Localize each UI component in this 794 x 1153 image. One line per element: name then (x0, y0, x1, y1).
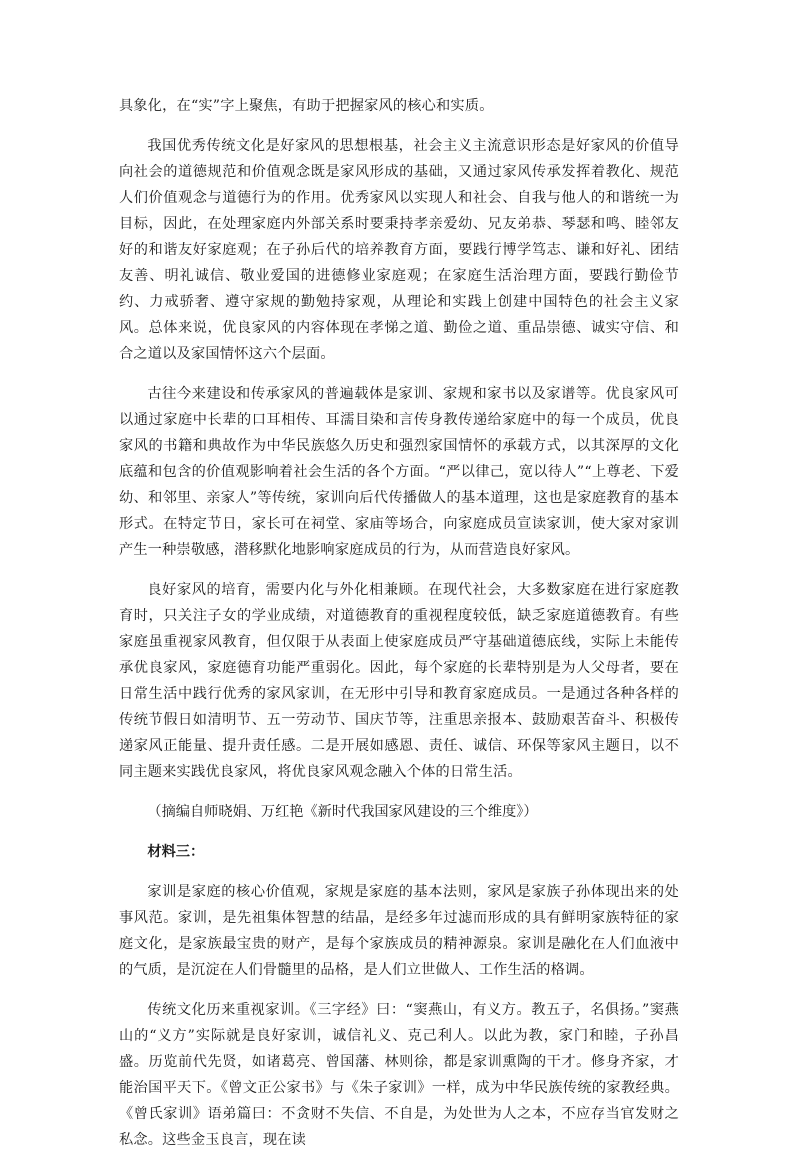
document-page (119, 93, 679, 1153)
paragraph-family-carriers: 古往今来建设和传承家风的普遍载体是家训、家规和家书以及家谱等。优良家风可以通过家庭中长辈的口耳相传、耳濡目染和言传身教传递给家庭中的每一个成员，优良家风的书籍和典故作为中华民族悠久历史和强烈家国情怀的承载方式，以其深厚的文化底蕴和包含的价值观影响着社会生活的各个方面。“严以律己，宽以待人”“上尊老、下爱幼、和邻里、亲家人”等传统，家训向后代传播做人的基本道理，这也是家庭教育的基本形式。在特定节日，家长可在祠堂、家庙等场合，向家庭成员宣读家训，使大家对家训产生一种崇敬感，潜移默化地影响家庭成员的行为，从而营造良好家风。 (119, 386, 679, 558)
section-heading-material-three: 材料三： (147, 844, 205, 861)
paragraph-continuation: 具象化，在“实”字上聚焦，有助于把握家风的核心和实质。 (119, 98, 494, 114)
paragraph-family-values: 我国优秀传统文化是好家风的思想根基，社会主义主流意识形态是好家风的价值导向社会的道德规范和价值观念既是家风形成的基础，又通过家风传承发挥着教化、规范人们价值观念与道德行为的作用。优秀家风以实现人和社会、自我与他人的和谐统一为目标，因此，在处理家庭内外部关系时要秉持孝亲爱幼、兄友弟恭、琴瑟和鸣、睦邻友好的和谐友好家庭观；在子孙后代的培养教育方面，要践行博学笃志、谦和好礼、团结友善、明礼诚信、敬业爱国的进德修业家庭观；在家庭生活治理方面，要践行勤俭节约、力戒骄奢、遵守家规的勤勉持家观，从理论和实践上创建中国特色的社会主义家风。总体来说，优良家风的内容体现在孝悌之道、勤俭之道、重品崇德、诚实守信、和合之道以及家国情怀这六个层面。 (119, 138, 679, 362)
paragraph-family-cultivation: 良好家风的培育，需要内化与外化相兼顾。在现代社会，大多数家庭在进行家庭教育时，只关注子女的学业成绩，对道德教育的重视程度较低，缺乏家庭道德教育。有些家庭虽重视家风教育，但仅限于从表面上使家庭成员严守基础道德底线，实际上未能传承优良家风，家庭德育功能严重弱化。因此，每个家庭的长辈特别是为人父母者，要在日常生活中践行优秀的家风家训，在无形中引导和教育家庭成员。一是通过各种各样的传统节假日如清明节、五一劳动节、国庆节等，注重思亲报本、鼓励艰苦奋斗、积极传递家风正能量、提升责任感。二是开展如感恩、责任、诚信、环保等家风主题日，以不同主题来实践优良家风，将优良家风观念融入个体的日常生活。 (119, 582, 679, 780)
source-citation: （摘编自师晓娟、万红艳《新时代我国家风建设的三个维度》） (147, 804, 538, 820)
paragraph-family-instructions: 家训是家庭的核心价值观，家规是家庭的基本法则，家风是家族子孙体现出来的处事风范。家训，是先祖集体智慧的结晶，是经多年过滤而形成的具有鲜明家族特征的家庭文化，是家族最宝贵的财产，是每个家族成员的精神源泉。家训是融化在人们血液中的气质，是沉淀在人们骨髓里的品格，是人们立世做人、工作生活的格调。 (119, 884, 679, 979)
paragraph-traditional-culture: 传统文化历来重视家训。《三字经》曰：“窦燕山，有义方。教五子，名俱扬。”窦燕山的“义方”实际就是良好家训，诚信礼义、克己利人。以此为教，家门和睦，子孙昌盛。历览前代先贤，如诸葛亮、曾国藩、林则徐，都是家训熏陶的干才。修身齐家，才能治国平天下。《曾文正公家书》与《朱子家训》一样，成为中华民族传统的家教经典。《曾氏家训》语弟篇曰：不贪财不失信、不自是，为处世为人之本，不应存当官发财之私念。这些金玉良言，现在读 (119, 1002, 679, 1149)
